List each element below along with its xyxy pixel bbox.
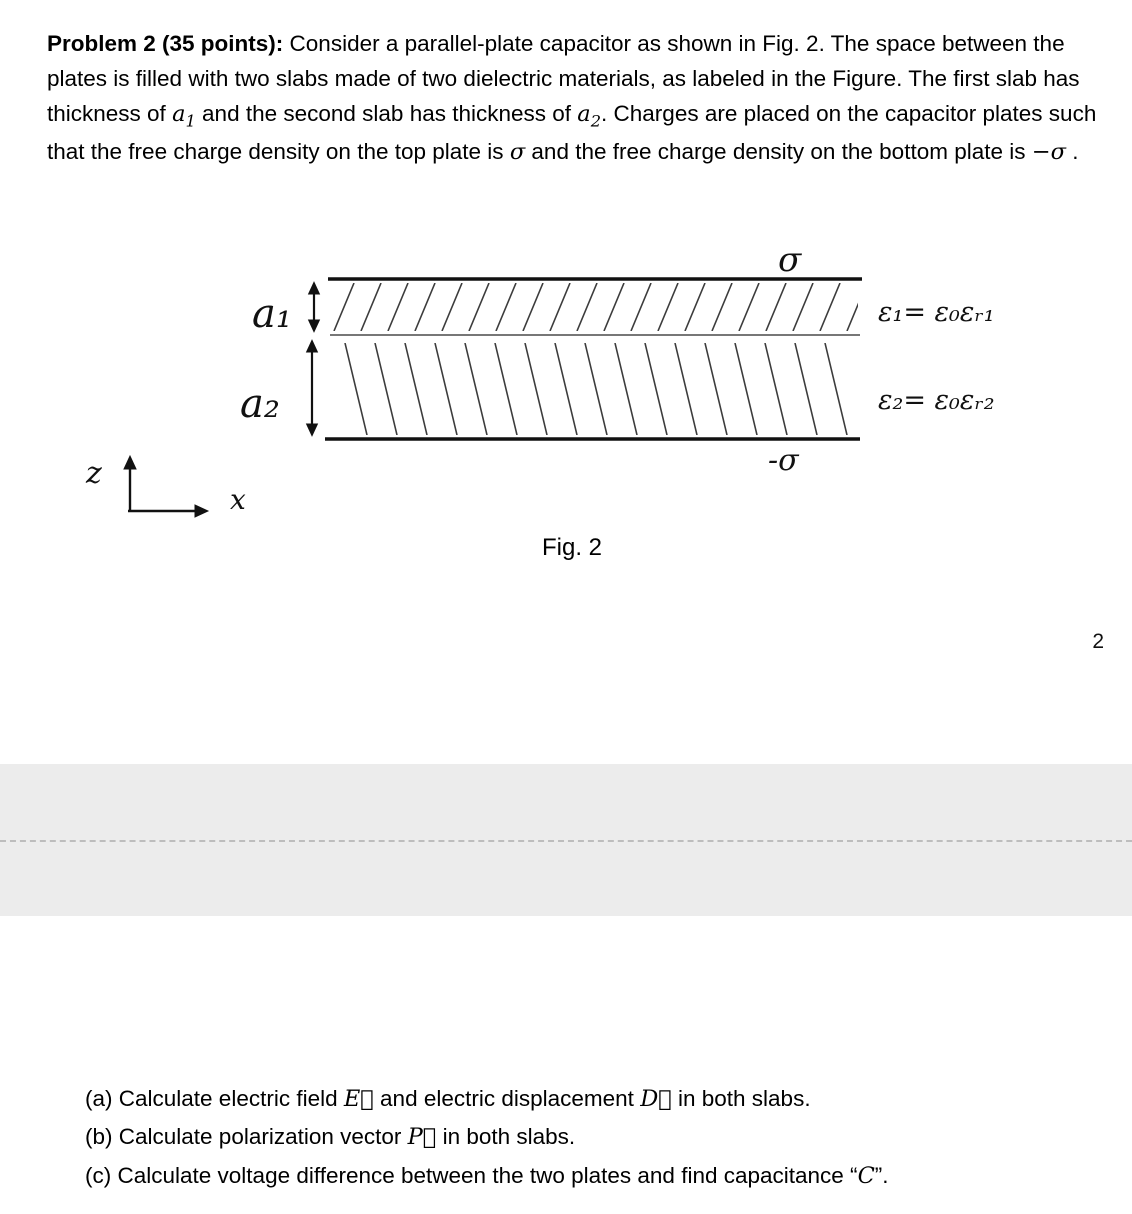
- question-c-text-end: ”.: [874, 1162, 889, 1188]
- problem-statement: [47, 26, 1099, 170]
- math-sigma: σ: [509, 138, 526, 165]
- math-a1-letter: a: [172, 101, 186, 128]
- math-e-vector: E⃗: [343, 1086, 374, 1112]
- problem-text-seg5: .: [1065, 138, 1079, 164]
- question-a-text-mid: and electric displacement: [373, 1086, 641, 1111]
- a2-label: a₂: [240, 381, 280, 427]
- question-c: [85, 1157, 889, 1195]
- problem-text-seg2: and the second slab has thickness of: [195, 101, 578, 127]
- question-b-text-end: in both slabs.: [436, 1124, 576, 1150]
- page-break-dashed-line: [0, 840, 1132, 842]
- a1-label: a₁: [252, 291, 292, 337]
- epsilon1-label: ε₁= ε₀εᵣ₁: [878, 297, 995, 328]
- dielectric-slab-2-hatch: [340, 343, 850, 435]
- problem-title: Problem 2 (35 points):: [47, 31, 284, 56]
- problem-text-seg1: Consider a parallel-plate capacitor as shown in Fig. 2. The space between the plates is filled with two slabs made of two dielectric materials, as labeled in the Figure. The first slab has thickness of: [47, 31, 1080, 127]
- sigma-bottom-label: -σ: [768, 443, 799, 478]
- page-number: 2: [1092, 630, 1104, 653]
- problem-text-seg4: and the free charge density on the bottom plate is: [525, 138, 1032, 164]
- sigma-top-label: σ: [778, 243, 802, 280]
- question-a-text-end: in both slabs.: [671, 1086, 811, 1111]
- math-a1-subscript: 1: [185, 111, 196, 131]
- math-p-vector: P⃗: [407, 1124, 437, 1151]
- z-axis-label: z: [86, 456, 102, 491]
- math-c-variable: C: [857, 1162, 875, 1189]
- math-d-vector: D⃗: [640, 1086, 672, 1112]
- question-a: [85, 1080, 889, 1118]
- question-b: [85, 1118, 889, 1156]
- math-a2-letter: a: [577, 101, 591, 128]
- questions-block: [85, 1080, 889, 1195]
- epsilon2-label: ε₂= ε₀εᵣ₂: [878, 385, 995, 416]
- dielectric-slab-1-hatch: [332, 283, 858, 331]
- math-neg-sigma: −σ: [1031, 138, 1066, 165]
- math-a2-subscript: 2: [590, 111, 602, 131]
- problem-text-seg3: . Charges are placed on the capacitor plates such that the free charge density on the top plate is: [47, 101, 1097, 164]
- figure-caption: Fig. 2: [542, 534, 603, 561]
- page-break-band: [0, 764, 1132, 916]
- x-axis-label: x: [230, 483, 246, 516]
- question-c-text: (c) Calculate voltage difference between the two plates and find capacitance “: [85, 1162, 858, 1188]
- capacitor-figure: [40, 243, 1080, 573]
- question-b-text: (b) Calculate polarization vector: [85, 1124, 408, 1150]
- question-a-text: (a) Calculate electric field: [85, 1086, 344, 1111]
